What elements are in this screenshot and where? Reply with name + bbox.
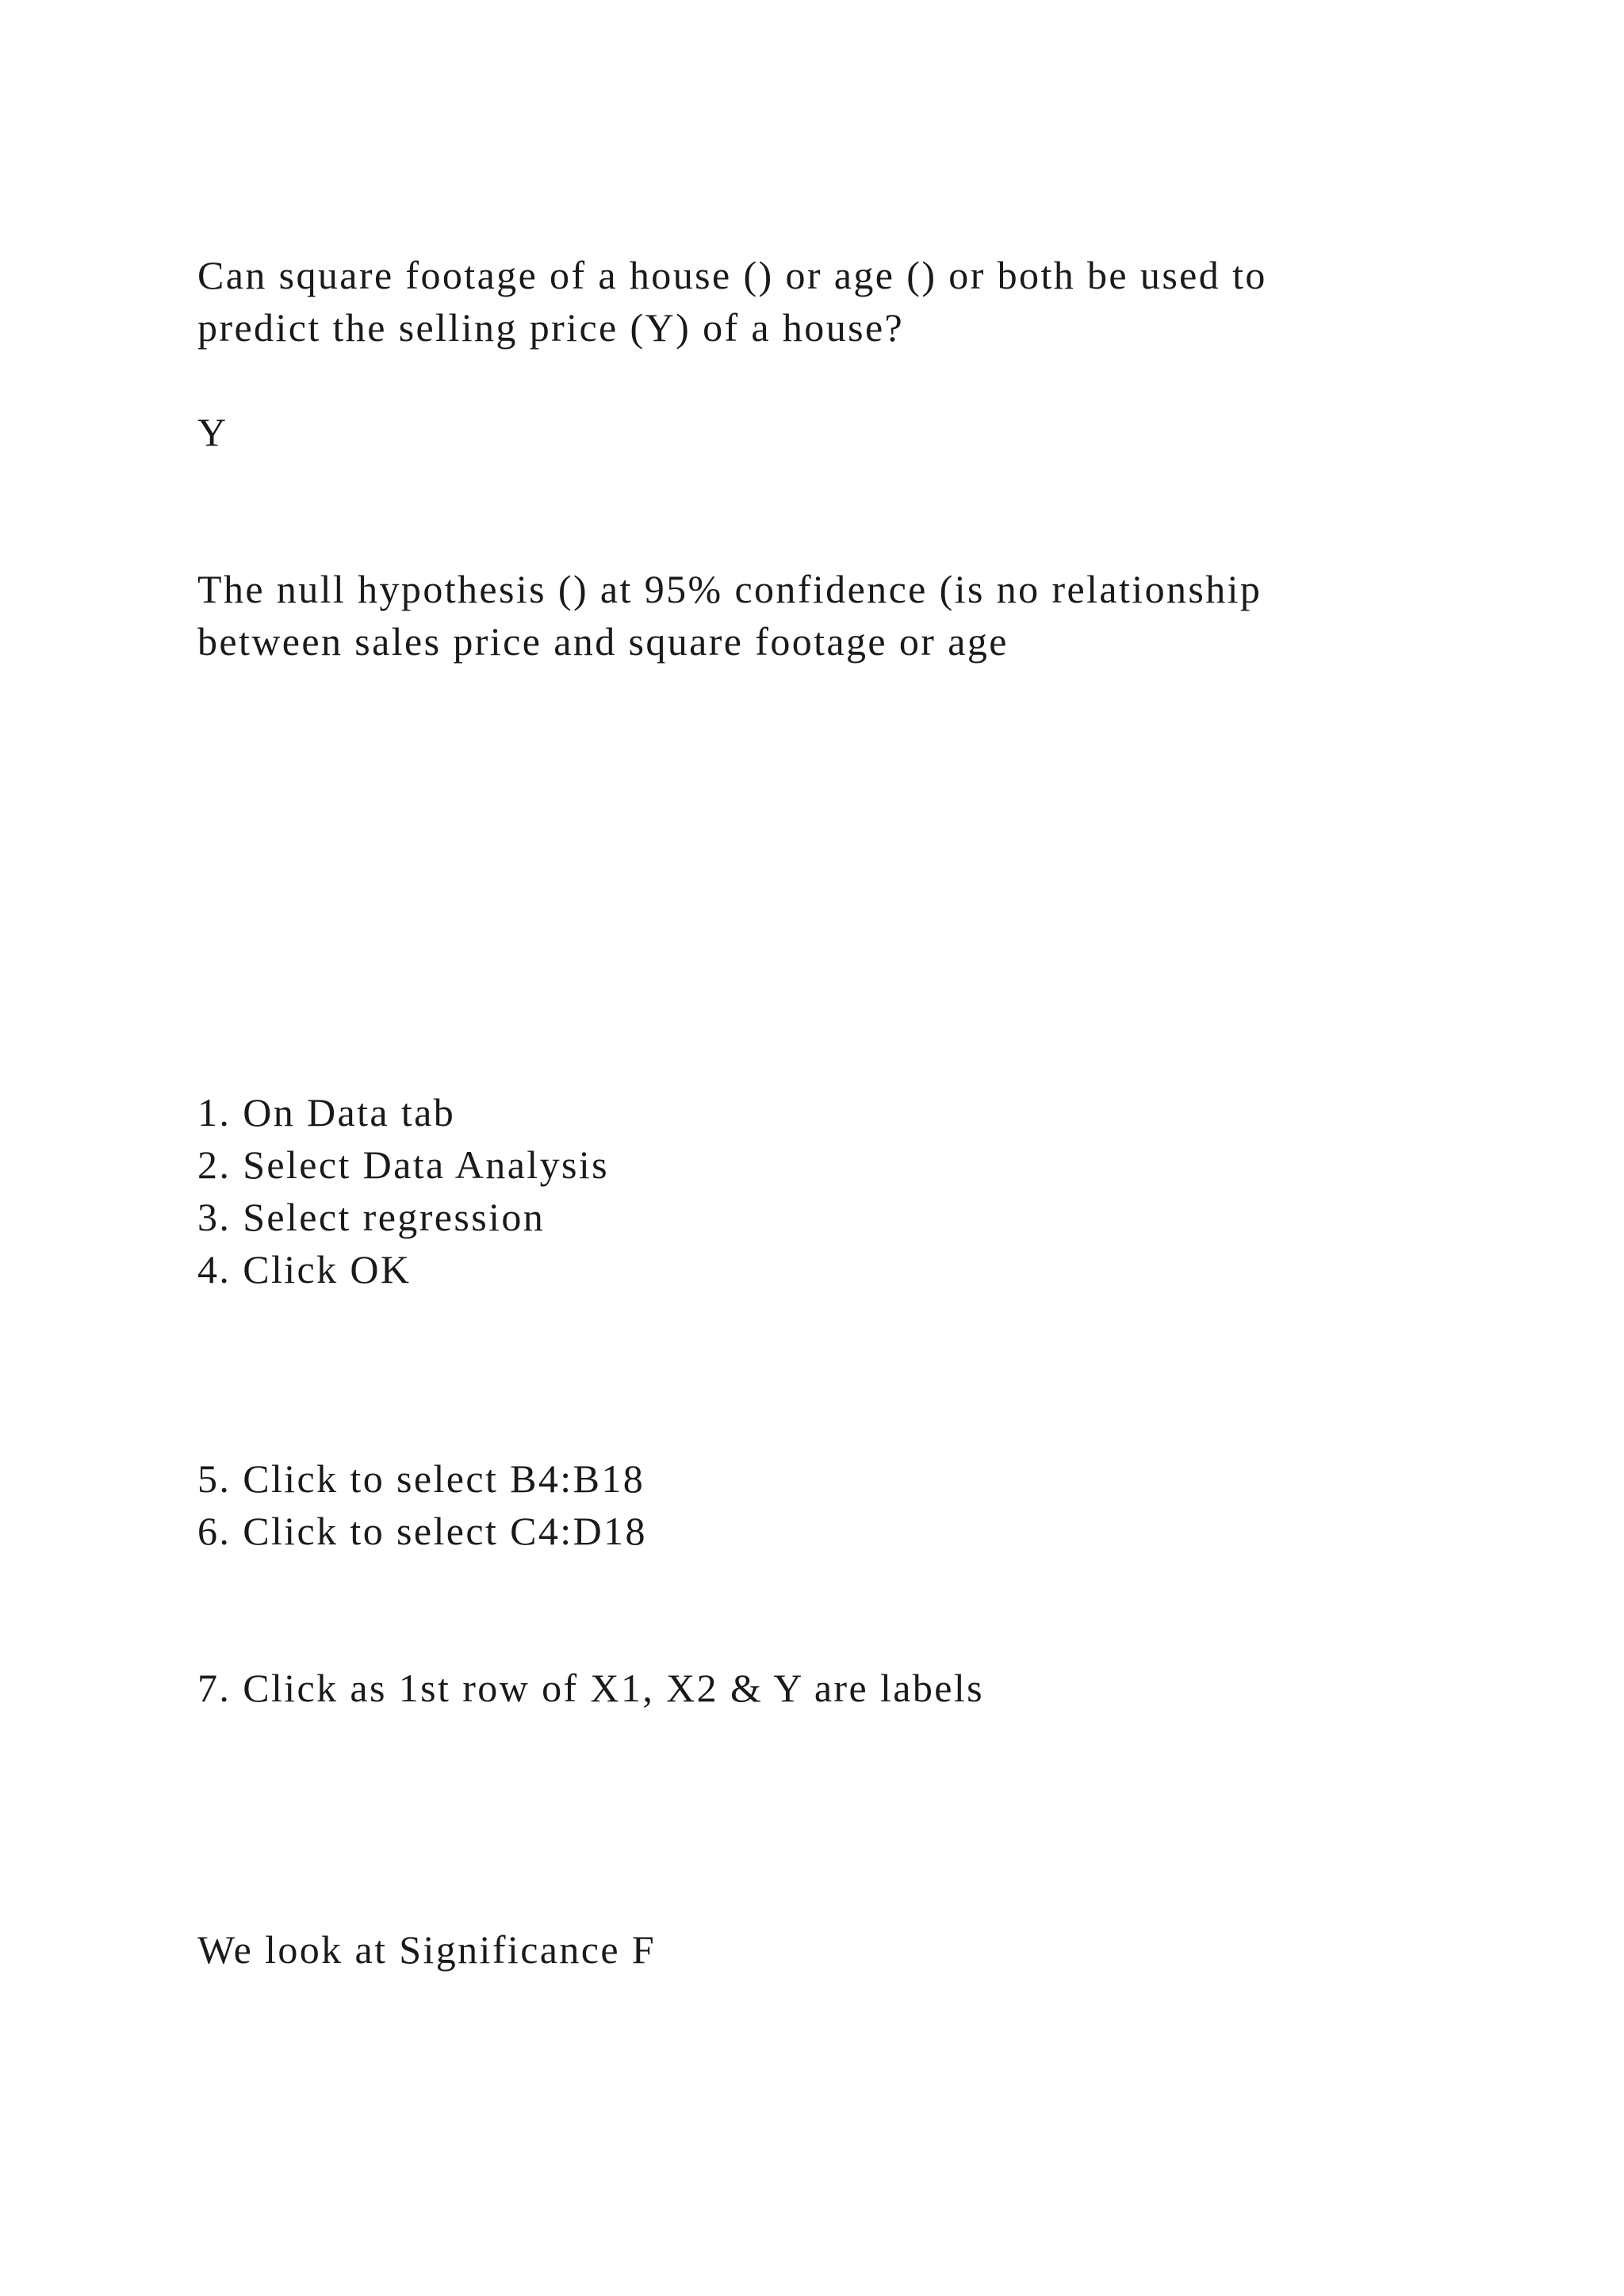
step-item: 3. Select regression [197,1195,546,1239]
step-item: 6. Click to select C4:D18 [197,1509,647,1553]
step-item: 2. Select Data Analysis [197,1142,609,1187]
hypothesis-line-2: between sales price and square footage or age [197,619,1009,664]
hypothesis-line-1: The null hypothesis () at 95% confidence (is no relationship [197,567,1262,611]
step-item: 7. Click as 1st row of X1, X2 & Y are labels [197,1666,985,1710]
question-line-1: Can square footage of a house () or age () or both be used to [197,253,1267,297]
y-variable-label: Y [197,410,228,454]
step-item: 4. Click OK [197,1247,412,1292]
question-line-2: predict the selling price (Y) of a house? [197,305,905,350]
conclusion-text: We look at Significance F [197,1927,657,1972]
step-item: 1. On Data tab [197,1090,456,1135]
step-item: 5. Click to select B4:B18 [197,1456,645,1501]
